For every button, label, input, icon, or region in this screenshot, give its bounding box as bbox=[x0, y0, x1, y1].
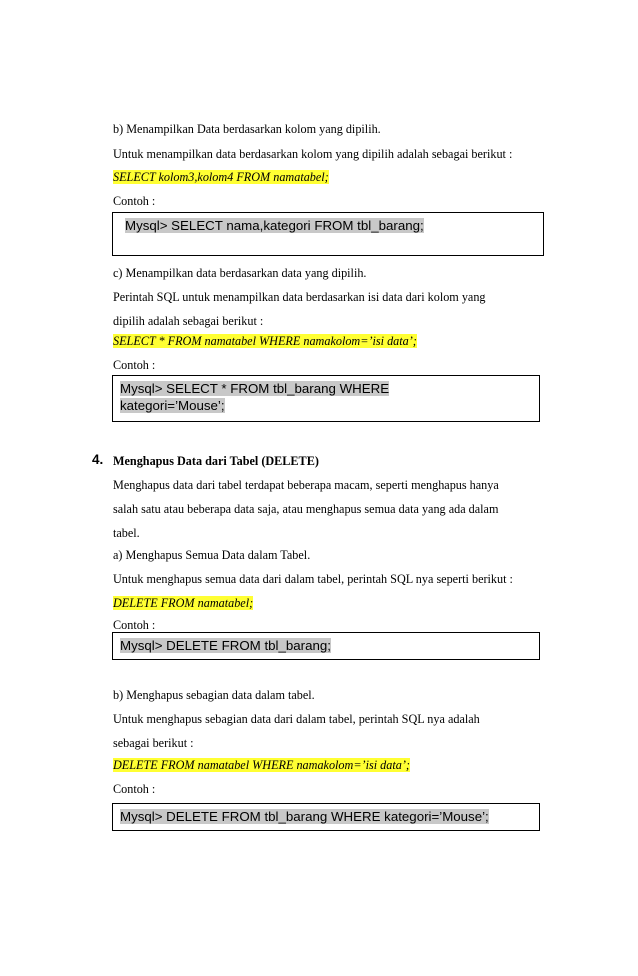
description-c-line1: Perintah SQL untuk menampilkan data berdasarkan isi data dari kolom yang bbox=[113, 290, 486, 304]
code-example-4b: Mysql> DELETE FROM tbl_barang WHERE kategori=’Mouse’; bbox=[120, 809, 489, 824]
syntax-highlight: SELECT kolom3,kolom4 FROM namatabel; bbox=[113, 170, 329, 184]
intro-delete-line1: Menghapus data dari tabel terdapat beberapa macam, seperti menghapus hanya bbox=[113, 478, 499, 492]
description-4b-line1: Untuk menghapus sebagian data dari dalam tabel, perintah SQL nya adalah bbox=[113, 712, 480, 726]
syntax-highlight: DELETE FROM namatabel; bbox=[113, 596, 254, 610]
code-example-4a: Mysql> DELETE FROM tbl_barang; bbox=[120, 638, 331, 653]
syntax-4b-delete-where bbox=[113, 758, 410, 773]
subheading-c-select-data: c) Menampilkan data berdasarkan data yang dipilih. bbox=[113, 266, 367, 280]
contoh-label-c: Contoh : bbox=[113, 358, 156, 372]
description-4a: Untuk menghapus semua data dari dalam tabel, perintah SQL nya seperti berikut : bbox=[113, 572, 513, 586]
code-box-4b bbox=[112, 803, 540, 831]
section-number-4: 4. bbox=[92, 452, 104, 467]
code-box-c bbox=[112, 375, 540, 422]
intro-delete-line3: tabel. bbox=[113, 526, 140, 540]
code-example-c-line2: kategori=’Mouse’; bbox=[120, 398, 225, 413]
code-box-b-select bbox=[112, 212, 544, 256]
syntax-4a-delete-all bbox=[113, 596, 253, 611]
syntax-highlight: DELETE FROM namatabel WHERE namakolom=’isi data’; bbox=[113, 758, 410, 772]
contoh-label-4b: Contoh : bbox=[113, 782, 156, 796]
code-example-c-line1: Mysql> SELECT * FROM tbl_barang WHERE bbox=[120, 381, 390, 396]
subheading-b-select-column: b) Menampilkan Data berdasarkan kolom yang dipilih. bbox=[113, 122, 381, 136]
subheading-4b-delete-some: b) Menghapus sebagian data dalam tabel. bbox=[113, 688, 315, 702]
contoh-label-b-select: Contoh : bbox=[113, 194, 156, 208]
description-c-line2: dipilih adalah sebagai berikut : bbox=[113, 314, 264, 328]
intro-delete-line2: salah satu atau beberapa data saja, atau menghapus semua data yang ada dalam bbox=[113, 502, 499, 516]
contoh-label-4a: Contoh : bbox=[113, 618, 156, 632]
description-4b-line2: sebagai berikut : bbox=[113, 736, 194, 750]
description-b-select-column: Untuk menampilkan data berdasarkan kolom yang dipilih adalah sebagai berikut : bbox=[113, 147, 513, 161]
syntax-c-select-data bbox=[113, 334, 417, 349]
syntax-b-select-column bbox=[113, 170, 329, 185]
syntax-highlight: SELECT * FROM namatabel WHERE namakolom=’isi data’; bbox=[113, 334, 417, 348]
subheading-4a-delete-all: a) Menghapus Semua Data dalam Tabel. bbox=[113, 548, 311, 562]
code-example-b-select: Mysql> SELECT nama,kategori FROM tbl_barang; bbox=[125, 218, 424, 233]
code-box-4a bbox=[112, 632, 540, 660]
section-heading-delete: Menghapus Data dari Tabel (DELETE) bbox=[113, 454, 319, 468]
